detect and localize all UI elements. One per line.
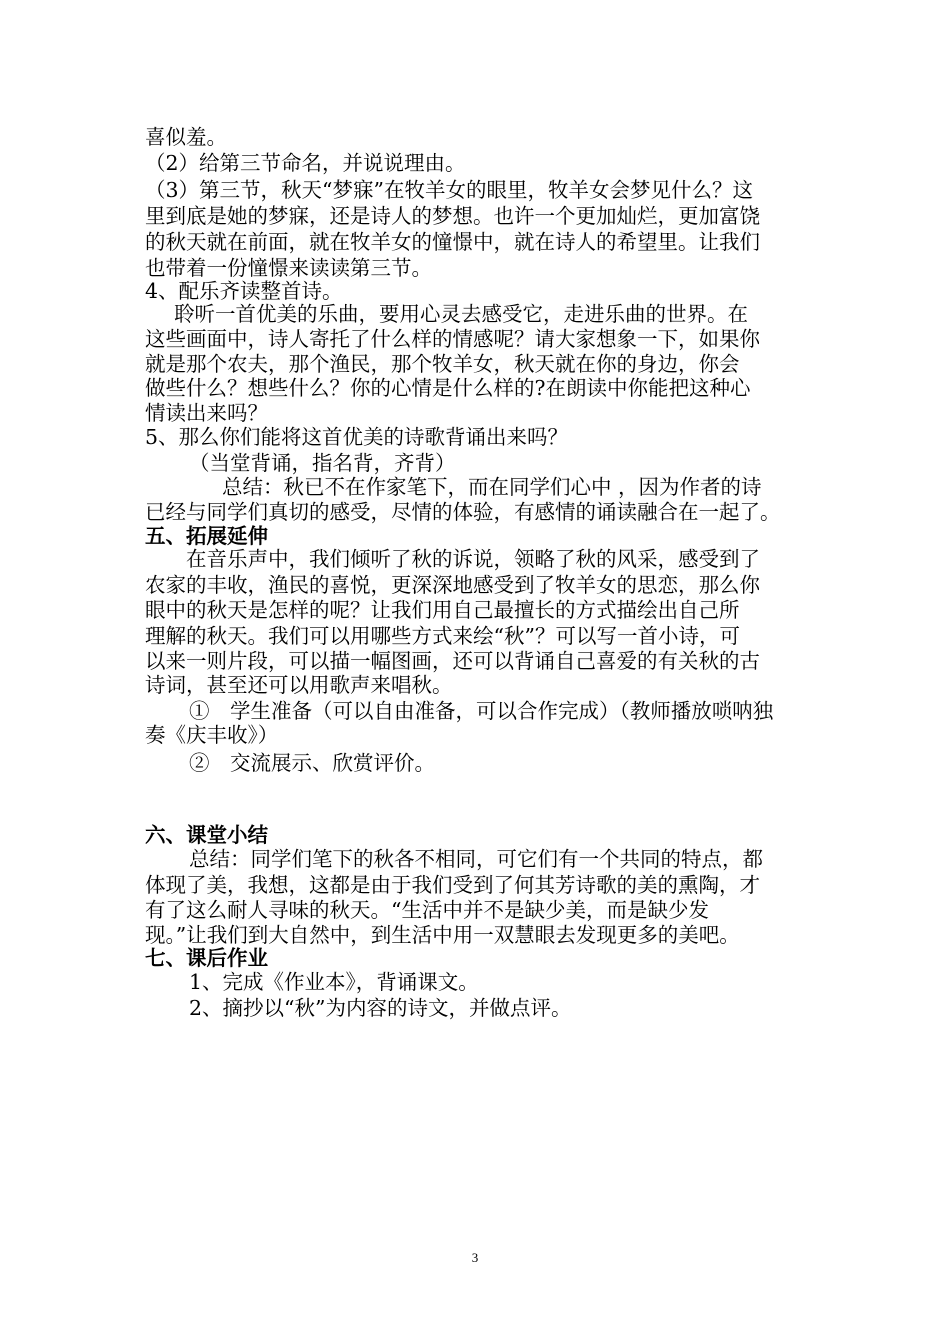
text-line: （当堂背诵，指名背，齐背） — [189, 451, 456, 475]
page-number: 3 — [471, 1250, 479, 1265]
text-line: 情读出来吗？ — [145, 401, 268, 425]
text-line: 诗词，甚至还可以用歌声来唱秋。 — [145, 673, 453, 697]
text-line: 这些画面中，诗人寄托了什么样的情感呢？请大家想象一下，如果你 — [145, 327, 760, 351]
section-heading: 五、拓展延伸 — [145, 524, 268, 548]
text-line: 里到底是她的梦寐，还是诗人的梦想。也许一个更加灿烂，更加富饶 — [145, 204, 760, 228]
text-line: 4、配乐齐读整首诗。 — [145, 279, 343, 303]
list-item: ① 学生准备（可以自由准备，可以合作完成）（教师播放唢呐独 — [189, 699, 774, 723]
text-line: 理解的秋天。我们可以用哪些方式来绘“秋”？可以写一首小诗，可 — [145, 624, 740, 648]
text-line: 现。”让我们到大自然中，到生活中用一双慧眼去发现更多的美吧。 — [145, 923, 740, 947]
text-line: 做些什么？想些什么？你的心情是什么样的?在朗读中你能把这种心 — [145, 376, 751, 400]
text-line: 的秋天就在前面，就在牧羊女的憧憬中，就在诗人的希望里。让我们 — [145, 230, 760, 254]
text-line: 奏《庆丰收》） — [145, 723, 279, 747]
section-heading: 七、课后作业 — [145, 946, 268, 970]
list-item: 2、摘抄以“秋”为内容的诗文，并做点评。 — [189, 996, 572, 1020]
list-item: 1、完成《作业本》，背诵课文。 — [189, 970, 479, 994]
text-line: 总结：同学们笔下的秋各不相同，可它们有一个共同的特点，都 — [189, 847, 763, 871]
text-line: 体现了美，我想，这都是由于我们受到了何其芳诗歌的美的熏陶，才 — [145, 873, 760, 897]
text-line: 就是那个农夫，那个渔民，那个牧羊女，秋天就在你的身边，你会 — [145, 352, 740, 376]
text-line: （2）给第三节命名，并说说理由。 — [145, 151, 466, 175]
text-line: 喜似羞。 — [145, 125, 227, 149]
list-item: ② 交流展示、欣赏评价。 — [189, 751, 435, 775]
text-line: 有了这么耐人寻味的秋天。“生活中并不是缺少美，而是缺少发 — [145, 898, 709, 922]
text-line: 已经与同学们真切的感受，尽情的体验，有感情的诵读融合在一起了。 — [145, 500, 781, 524]
text-line: 农家的丰收，渔民的喜悦，更深深地感受到了牧羊女的思恋，那么你 — [145, 573, 760, 597]
text-line: 总结：秋已不在作家笔下，而在同学们心中 ，因为作者的诗 — [222, 475, 762, 499]
text-line: 在音乐声中，我们倾听了秋的诉说，领略了秋的风采，感受到了 — [186, 547, 760, 571]
section-heading: 六、课堂小结 — [145, 823, 268, 847]
text-line: 5、那么你们能将这首优美的诗歌背诵出来吗？ — [145, 425, 569, 449]
text-line: （3）第三节，秋天“梦寐”在牧羊女的眼里，牧羊女会梦见什么？这 — [145, 178, 754, 202]
text-line: 也带着一份憧憬来读读第三节。 — [145, 256, 432, 280]
text-line: 聆听一首优美的乐曲，要用心灵去感受它，走进乐曲的世界。在 — [174, 302, 748, 326]
text-line: 眼中的秋天是怎样的呢？让我们用自己最擅长的方式描绘出自己所 — [145, 598, 740, 622]
text-line: 以来一则片段，可以描一幅图画，还可以背诵自己喜爱的有关秋的古 — [145, 649, 760, 673]
